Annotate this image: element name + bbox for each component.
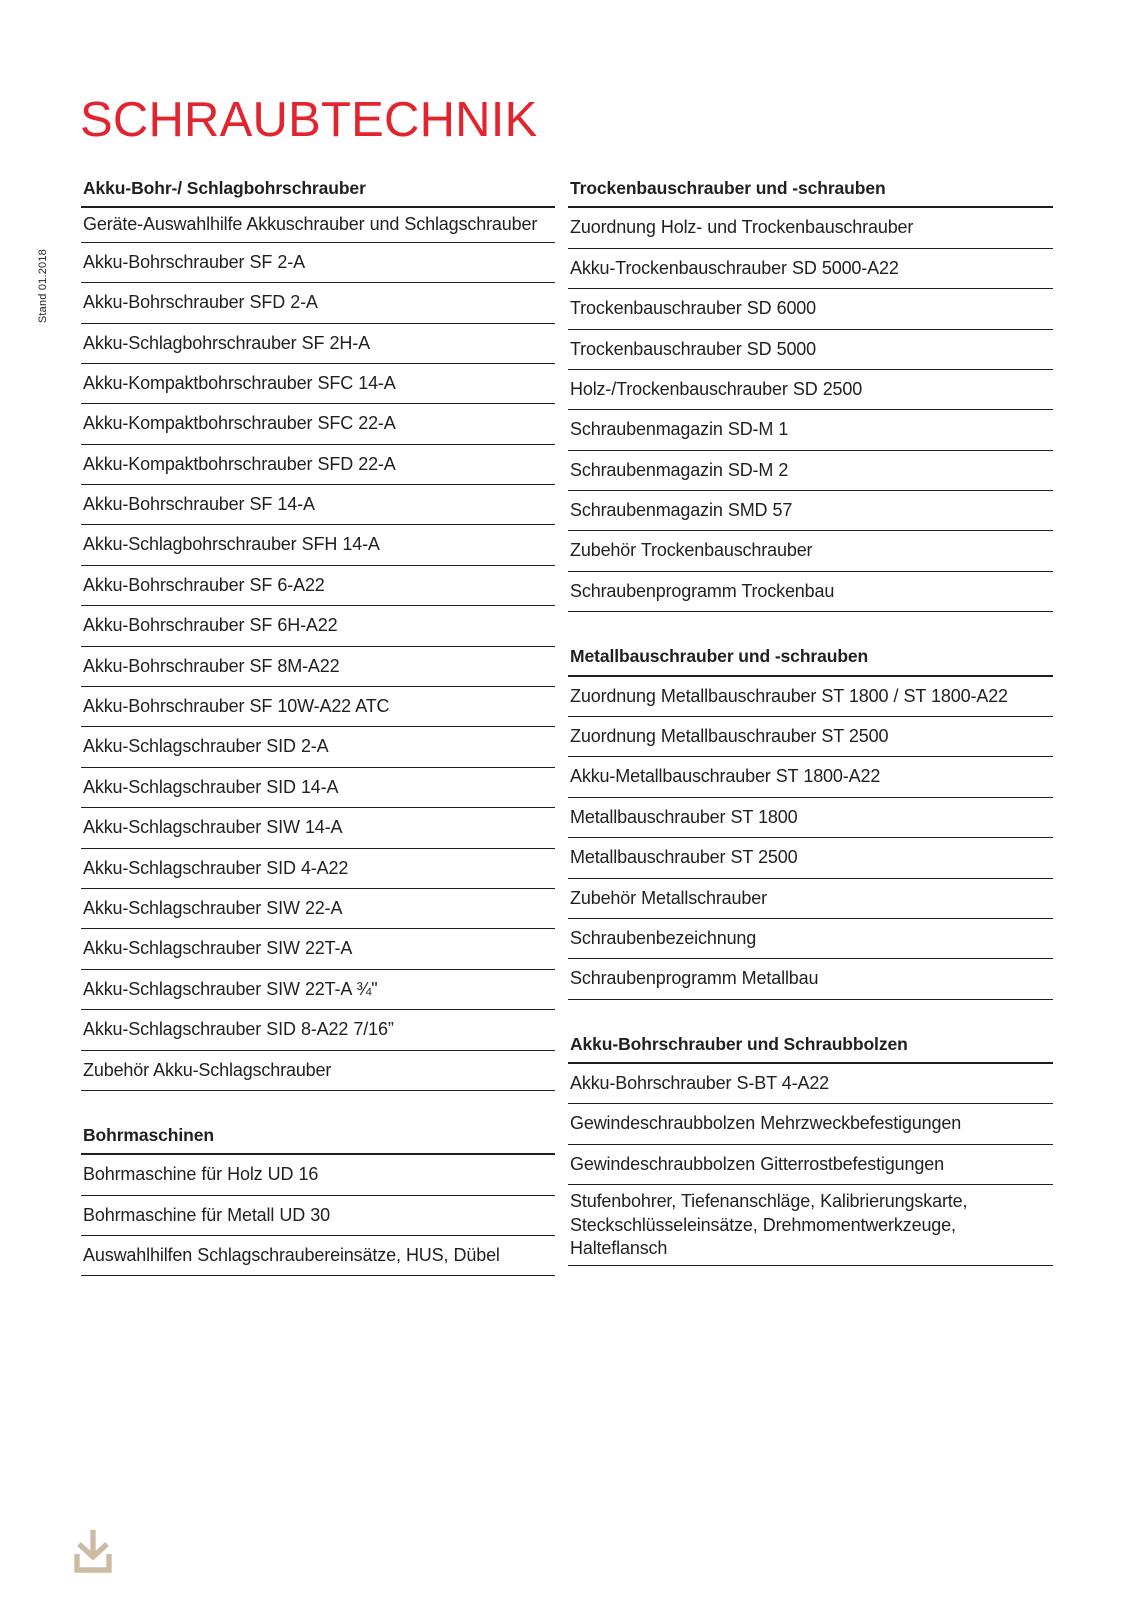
toc-item[interactable]: Zuordnung Metallbauschrauber ST 2500 xyxy=(568,717,1053,757)
section-heading: Metallbauschrauber und -schrauben xyxy=(568,646,1053,676)
toc-item[interactable]: Akku-Schlagschrauber SID 2-A xyxy=(81,727,555,767)
toc-item[interactable]: Schraubenmagazin SMD 57 xyxy=(568,491,1053,531)
toc-item-list xyxy=(81,1155,555,1276)
toc-item[interactable]: Schraubenprogramm Trockenbau xyxy=(568,572,1053,612)
toc-item[interactable]: Trockenbauschrauber SD 6000 xyxy=(568,289,1053,329)
toc-item[interactable]: Schraubenprogramm Metallbau xyxy=(568,959,1053,999)
toc-item[interactable]: Akku-Metallbauschrauber ST 1800-A22 xyxy=(568,757,1053,797)
toc-item[interactable]: Gewindeschraubbolzen Mehrzweckbefestigungen xyxy=(568,1104,1053,1144)
toc-item[interactable]: Zubehör Metallschrauber xyxy=(568,879,1053,919)
toc-item[interactable]: Akku-Bohrschrauber SF 10W-A22 ATC xyxy=(81,687,555,727)
toc-item[interactable]: Zuordnung Holz- und Trockenbauschrauber xyxy=(568,208,1053,248)
toc-item[interactable]: Akku-Schlagschrauber SIW 14-A xyxy=(81,808,555,848)
toc-column-right xyxy=(568,178,1053,1266)
revision-date-sidenote xyxy=(37,119,49,324)
toc-item[interactable]: Akku-Bohrschrauber SF 14-A xyxy=(81,485,555,525)
toc-item-list xyxy=(568,208,1053,612)
toc-item[interactable]: Stufenbohrer, Tiefenanschläge, Kalibrierungskarte, Steckschlüsseleinsätze, Drehmomentwerkzeuge, Halteflansch xyxy=(568,1185,1053,1266)
toc-item[interactable]: Akku-Schlagbohrschrauber SF 2H-A xyxy=(81,324,555,364)
toc-item[interactable]: Akku-Bohrschrauber S-BT 4-A22 xyxy=(568,1064,1053,1104)
toc-item[interactable]: Akku-Kompaktbohrschrauber SFD 22-A xyxy=(81,445,555,485)
toc-item[interactable]: Bohrmaschine für Metall UD 30 xyxy=(81,1196,555,1236)
toc-item[interactable]: Akku-Schlagschrauber SID 14-A xyxy=(81,768,555,808)
toc-item[interactable]: Akku-Schlagschrauber SIW 22T-A xyxy=(81,929,555,969)
toc-section xyxy=(568,1034,1053,1267)
toc-section xyxy=(81,1125,555,1277)
section-heading: Akku-Bohr-/ Schlagbohrschrauber xyxy=(81,178,555,208)
toc-item[interactable]: Akku-Kompaktbohrschrauber SFC 14-A xyxy=(81,364,555,404)
toc-item[interactable]: Akku-Trockenbauschrauber SD 5000-A22 xyxy=(568,249,1053,289)
toc-item-list xyxy=(81,208,555,1091)
toc-item[interactable]: Geräte-Auswahlhilfe Akkuschrauber und Schlagschrauber xyxy=(81,208,555,242)
toc-item[interactable]: Akku-Bohrschrauber SF 8M-A22 xyxy=(81,647,555,687)
toc-column-left xyxy=(81,178,555,1276)
toc-item[interactable]: Schraubenbezeichnung xyxy=(568,919,1053,959)
page-title: SCHRAUBTECHNIK xyxy=(80,93,538,147)
section-heading: Akku-Bohrschrauber und Schraubbolzen xyxy=(568,1034,1053,1064)
toc-section xyxy=(568,646,1053,999)
toc-item[interactable]: Akku-Schlagschrauber SIW 22T-A ¾" xyxy=(81,970,555,1010)
toc-item[interactable]: Metallbauschrauber ST 1800 xyxy=(568,798,1053,838)
toc-item[interactable]: Zuordnung Metallbauschrauber ST 1800 / ST 1800-A22 xyxy=(568,677,1053,717)
section-heading: Bohrmaschinen xyxy=(81,1125,555,1155)
toc-item[interactable]: Metallbauschrauber ST 2500 xyxy=(568,838,1053,878)
toc-item[interactable]: Akku-Schlagbohrschrauber SFH 14-A xyxy=(81,525,555,565)
download-icon[interactable] xyxy=(71,1527,115,1575)
toc-item[interactable]: Schraubenmagazin SD-M 1 xyxy=(568,410,1053,450)
toc-item[interactable]: Schraubenmagazin SD-M 2 xyxy=(568,451,1053,491)
toc-item[interactable]: Akku-Bohrschrauber SFD 2-A xyxy=(81,283,555,323)
section-heading: Trockenbauschrauber und -schrauben xyxy=(568,178,1053,208)
toc-item[interactable]: Trockenbauschrauber SD 5000 xyxy=(568,330,1053,370)
toc-item[interactable]: Zubehör Akku-Schlagschrauber xyxy=(81,1051,555,1091)
toc-item[interactable]: Akku-Kompaktbohrschrauber SFC 22-A xyxy=(81,404,555,444)
toc-item-list xyxy=(568,677,1053,1000)
toc-item[interactable]: Zubehör Trockenbauschrauber xyxy=(568,531,1053,571)
revision-date-label: Stand 01.2018 xyxy=(37,249,49,324)
toc-item[interactable]: Akku-Bohrschrauber SF 6-A22 xyxy=(81,566,555,606)
toc-item[interactable]: Akku-Bohrschrauber SF 2-A xyxy=(81,243,555,283)
toc-item[interactable]: Akku-Bohrschrauber SF 6H-A22 xyxy=(81,606,555,646)
toc-item-list xyxy=(568,1064,1053,1266)
toc-item[interactable]: Akku-Schlagschrauber SID 8-A22 7/16” xyxy=(81,1010,555,1050)
toc-item[interactable]: Holz-/Trockenbauschrauber SD 2500 xyxy=(568,370,1053,410)
toc-item[interactable]: Gewindeschraubbolzen Gitterrostbefestigungen xyxy=(568,1145,1053,1185)
toc-item[interactable]: Bohrmaschine für Holz UD 16 xyxy=(81,1155,555,1195)
toc-item[interactable]: Akku-Schlagschrauber SIW 22-A xyxy=(81,889,555,929)
toc-section xyxy=(81,178,555,1091)
toc-item[interactable]: Auswahlhilfen Schlagschraubereinsätze, HUS, Dübel xyxy=(81,1236,555,1276)
toc-section xyxy=(568,178,1053,612)
toc-item[interactable]: Akku-Schlagschrauber SID 4-A22 xyxy=(81,849,555,889)
